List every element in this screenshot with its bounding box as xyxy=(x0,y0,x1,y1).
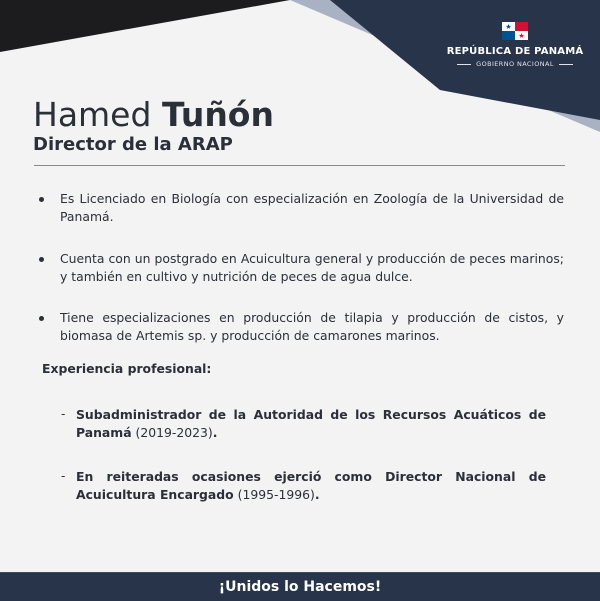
experience-period: . xyxy=(212,425,218,440)
government-title: REPÚBLICA DE PANAMÁ xyxy=(446,46,584,57)
experience-dates: (1995-1996) xyxy=(233,487,315,502)
person-role: Director de la ARAP xyxy=(33,134,233,155)
experience-period: . xyxy=(314,487,320,502)
header-dark-band xyxy=(0,0,290,52)
footer-slogan: ¡Unidos lo Hacemos! xyxy=(218,579,382,595)
experience-position: Subadministrador de la Autoridad de los Recursos Acuáticos de Panamá xyxy=(76,407,546,440)
panama-flag-icon xyxy=(502,22,528,40)
bullet-item xyxy=(60,309,564,345)
bullet-text: Es Licenciado en Biología con especialización en Zoología de la Universidad de Panamá. xyxy=(60,191,564,224)
bullet-icon xyxy=(39,316,44,321)
government-logo xyxy=(440,22,590,68)
bullet-icon xyxy=(39,197,44,202)
bullet-item xyxy=(60,190,564,226)
bullet-text: Cuenta con un postgrado en Acuicultura general y producción de peces marinos; y también en cultivo y nutrición de peces de agua dulce. xyxy=(60,251,564,284)
dash-icon: - xyxy=(61,469,66,483)
government-subtitle-row xyxy=(440,60,590,68)
experience-position: En reiteradas ocasiones ejerció como Director Nacional de Acuicultura Encargado xyxy=(76,469,546,502)
experience-title: Experiencia profesional: xyxy=(42,361,212,376)
bullet-text: Tiene especializaciones en producción de tilapia y producción de cistos, y biomasa de Artemis sp. y producción de camarones marinos. xyxy=(60,310,564,343)
bullet-item xyxy=(60,250,564,286)
divider xyxy=(559,64,573,65)
last-name: Tuñón xyxy=(161,95,274,134)
bullet-icon xyxy=(39,257,44,262)
divider xyxy=(34,165,565,166)
experience-item xyxy=(61,406,546,442)
dash-icon: - xyxy=(61,407,66,421)
government-subtitle: GOBIERNO NACIONAL xyxy=(476,60,554,68)
first-name: Hamed xyxy=(33,95,152,134)
divider xyxy=(457,64,471,65)
person-name xyxy=(33,96,274,134)
footer-bar xyxy=(0,572,600,601)
experience-item xyxy=(61,468,546,504)
experience-dates: (2019-2023) xyxy=(131,425,213,440)
